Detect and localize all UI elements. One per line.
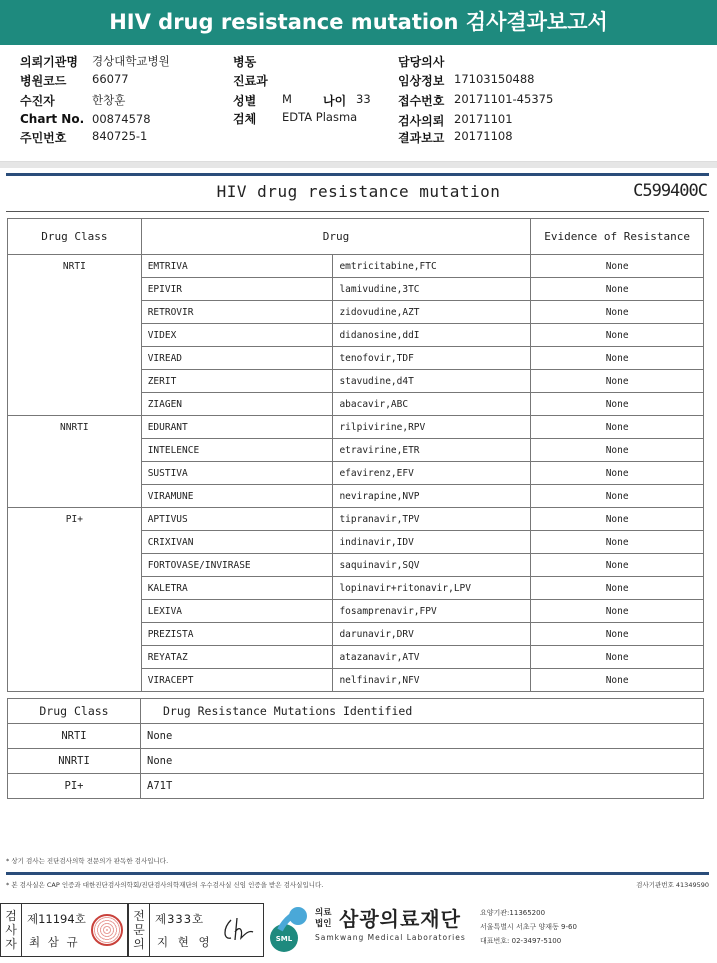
drug-generic-cell: efavirenz,EFV (333, 462, 531, 485)
drug-generic-cell: atazanavir,ATV (333, 646, 531, 669)
drug-row (8, 508, 704, 531)
inspector-vertical-label: 검 사 자 (5, 909, 17, 951)
hospital-code-value: 66077 (92, 72, 129, 86)
specialist-license-no: 제333호 (155, 912, 205, 926)
org-prefix-bottom: 법인 (315, 919, 332, 929)
mutations-row-value: None (141, 724, 704, 749)
institution-value: 경상대학교병원 (92, 54, 170, 68)
patient-name-label: 수진자 (20, 94, 55, 108)
drug-brand-cell: VIRACEPT (141, 669, 333, 692)
drug-brand-cell: LEXIVA (141, 600, 333, 623)
drug-brand-cell: VIDEX (141, 324, 333, 347)
drug-resistance-table (7, 218, 704, 692)
drug-generic-cell: tenofovir,TDF (333, 347, 531, 370)
evidence-cell: None (531, 508, 704, 531)
drug-brand-cell: REYATAZ (141, 646, 333, 669)
chart-no-value: 00874578 (92, 112, 151, 126)
drug-generic-cell: rilpivirine,RPV (333, 416, 531, 439)
drug-generic-cell: nelfinavir,NFV (333, 669, 531, 692)
clinical-info-label: 임상정보 (398, 74, 445, 88)
request-date-label: 검사의뢰 (398, 114, 445, 128)
drug-generic-cell: lopinavir+ritonavir,LPV (333, 577, 531, 600)
footnote-accreditation: * 본 검사실은 CAP 인증과 대한진단검사의학회/진단검사의학재단의 우수검사실 신임 인증을 받은 검사실입니다. (6, 881, 324, 889)
mutations-row-class: PI+ (8, 774, 141, 799)
drug-table-body (8, 255, 704, 692)
evidence-cell: None (531, 646, 704, 669)
evidence-cell: None (531, 301, 704, 324)
drug-brand-cell: EPIVIR (141, 278, 333, 301)
section-title: HIV drug resistance mutation (216, 182, 501, 201)
chart-no-label: Chart No. (20, 112, 85, 126)
evidence-cell: None (531, 416, 704, 439)
specialist-vertical-label: 전 문 의 (133, 909, 145, 951)
rrn-value: 840725-1 (92, 129, 148, 143)
age-label: 나이 (323, 94, 347, 108)
drug-generic-cell: abacavir,ABC (333, 393, 531, 416)
specimen-value: EDTA Plasma (282, 110, 358, 124)
drug-brand-cell: VIRAMUNE (141, 485, 333, 508)
drug-brand-cell: APTIVUS (141, 508, 333, 531)
drug-brand-cell: ZIAGEN (141, 393, 333, 416)
drug-generic-cell: emtricitabine,FTC (333, 255, 531, 278)
drug-generic-cell: didanosine,ddI (333, 324, 531, 347)
lab-address: 서울특별시 서초구 양재동 9-60 (480, 923, 577, 931)
request-date-value: 20171101 (454, 112, 513, 126)
evidence-cell: None (531, 393, 704, 416)
receipt-no-label: 접수번호 (398, 94, 445, 108)
drug-generic-cell: etravirine,ETR (333, 439, 531, 462)
lab-registration-number: 검사기관번호 41349590 (636, 881, 709, 889)
evidence-cell: None (531, 577, 704, 600)
clinical-info-value: 17103150488 (454, 72, 535, 86)
drug-brand-cell: INTELENCE (141, 439, 333, 462)
ward-label: 병동 (233, 55, 257, 69)
mutations-identified-header: Drug Resistance Mutations Identified (141, 699, 704, 724)
drug-generic-cell: stavudine,d4T (333, 370, 531, 393)
evidence-cell: None (531, 439, 704, 462)
drug-generic-cell: darunavir,DRV (333, 623, 531, 646)
drug-generic-cell: nevirapine,NVP (333, 485, 531, 508)
drug-brand-cell: FORTOVASE/INVIRASE (141, 554, 333, 577)
mutations-header-row (8, 699, 704, 724)
org-prefix-top: 의료 (315, 908, 332, 918)
footnote-interpretation: * 상기 검사는 진단검사의학 전문의가 판독한 검사입니다. (6, 857, 169, 865)
drug-generic-cell: tipranavir,TPV (333, 508, 531, 531)
evidence-cell: None (531, 485, 704, 508)
logo-text: SML (275, 935, 293, 943)
rrn-label: 주민번호 (20, 131, 67, 145)
specialist-name: 지 현 영 (157, 935, 213, 949)
org-english-name: Samkwang Medical Laboratories (315, 933, 466, 942)
inspector-license-no: 제11194호 (27, 912, 86, 926)
evidence-cell: None (531, 554, 704, 577)
doctor-label: 담당의사 (398, 55, 445, 69)
section-title-rule (6, 211, 709, 212)
inspector-stamp (0, 903, 128, 957)
evidence-cell: None (531, 600, 704, 623)
drug-generic-cell: lamivudine,3TC (333, 278, 531, 301)
drug-class-cell: NRTI (8, 255, 142, 416)
drug-class-cell: PI+ (8, 508, 142, 692)
mutations-row-class: NNRTI (8, 749, 141, 774)
department-label: 진료과 (233, 74, 268, 88)
mutations-row (8, 774, 704, 799)
drug-class-header: Drug Class (8, 219, 142, 255)
mutations-row (8, 749, 704, 774)
drug-brand-cell: RETROVIR (141, 301, 333, 324)
sml-logo-icon (268, 904, 308, 952)
specimen-label: 검체 (233, 112, 257, 126)
drug-brand-cell: ZERIT (141, 370, 333, 393)
mutations-row-value: None (141, 749, 704, 774)
result-date-value: 20171108 (454, 129, 513, 143)
drug-brand-cell: EMTRIVA (141, 255, 333, 278)
drug-generic-cell: fosamprenavir,FPV (333, 600, 531, 623)
drug-brand-cell: EDURANT (141, 416, 333, 439)
hospital-code-label: 병원코드 (20, 74, 67, 88)
evidence-cell: None (531, 623, 704, 646)
drug-generic-cell: indinavir,IDV (333, 531, 531, 554)
footer-rule (6, 872, 709, 875)
result-date-label: 결과보고 (398, 131, 445, 145)
patient-info-panel (0, 45, 717, 162)
drug-brand-cell: PREZISTA (141, 623, 333, 646)
drug-class-cell: NNRTI (8, 416, 142, 508)
org-name: 삼광의료재단 (339, 907, 461, 931)
evidence-cell: None (531, 347, 704, 370)
drug-header: Drug (141, 219, 531, 255)
drug-row (8, 416, 704, 439)
drug-brand-cell: SUSTIVA (141, 462, 333, 485)
mutations-table (7, 698, 704, 799)
evidence-cell: None (531, 370, 704, 393)
section-top-rule (6, 173, 709, 176)
specialist-stamp (128, 903, 264, 957)
mutations-row-class: NRTI (8, 724, 141, 749)
drug-brand-cell: CRIXIVAN (141, 531, 333, 554)
drug-brand-cell: VIREAD (141, 347, 333, 370)
report-code: C599400C (633, 181, 707, 201)
inspector-name: 최 삼 규 (29, 935, 80, 949)
specialist-signature-icon (221, 914, 255, 946)
drug-brand-cell: KALETRA (141, 577, 333, 600)
inspector-seal-icon (91, 914, 123, 946)
drug-generic-cell: saquinavir,SQV (333, 554, 531, 577)
evidence-cell: None (531, 531, 704, 554)
drug-table-header-row (8, 219, 704, 255)
mutations-row-value: A71T (141, 774, 704, 799)
separator-band (0, 162, 717, 168)
sex-label: 성별 (233, 94, 257, 108)
sex-value: M (282, 92, 292, 106)
drug-generic-cell: zidovudine,AZT (333, 301, 531, 324)
evidence-cell: None (531, 324, 704, 347)
patient-name-value: 한창훈 (92, 93, 126, 107)
mutations-class-header: Drug Class (8, 699, 141, 724)
report-banner-title: HIV drug resistance mutation 검사결과보고서 (0, 0, 717, 45)
evidence-cell: None (531, 278, 704, 301)
mutations-row (8, 724, 704, 749)
age-value: 33 (356, 92, 371, 106)
lab-phone: 대표번호: 02-3497-5100 (480, 937, 562, 945)
evidence-cell: None (531, 255, 704, 278)
receipt-no-value: 20171101-45375 (454, 92, 554, 106)
institution-label: 의뢰기관명 (20, 55, 78, 69)
evidence-cell: None (531, 669, 704, 692)
evidence-header: Evidence of Resistance (531, 219, 704, 255)
lab-code: 요양기관:11365200 (480, 909, 546, 917)
drug-row (8, 255, 704, 278)
evidence-cell: None (531, 462, 704, 485)
